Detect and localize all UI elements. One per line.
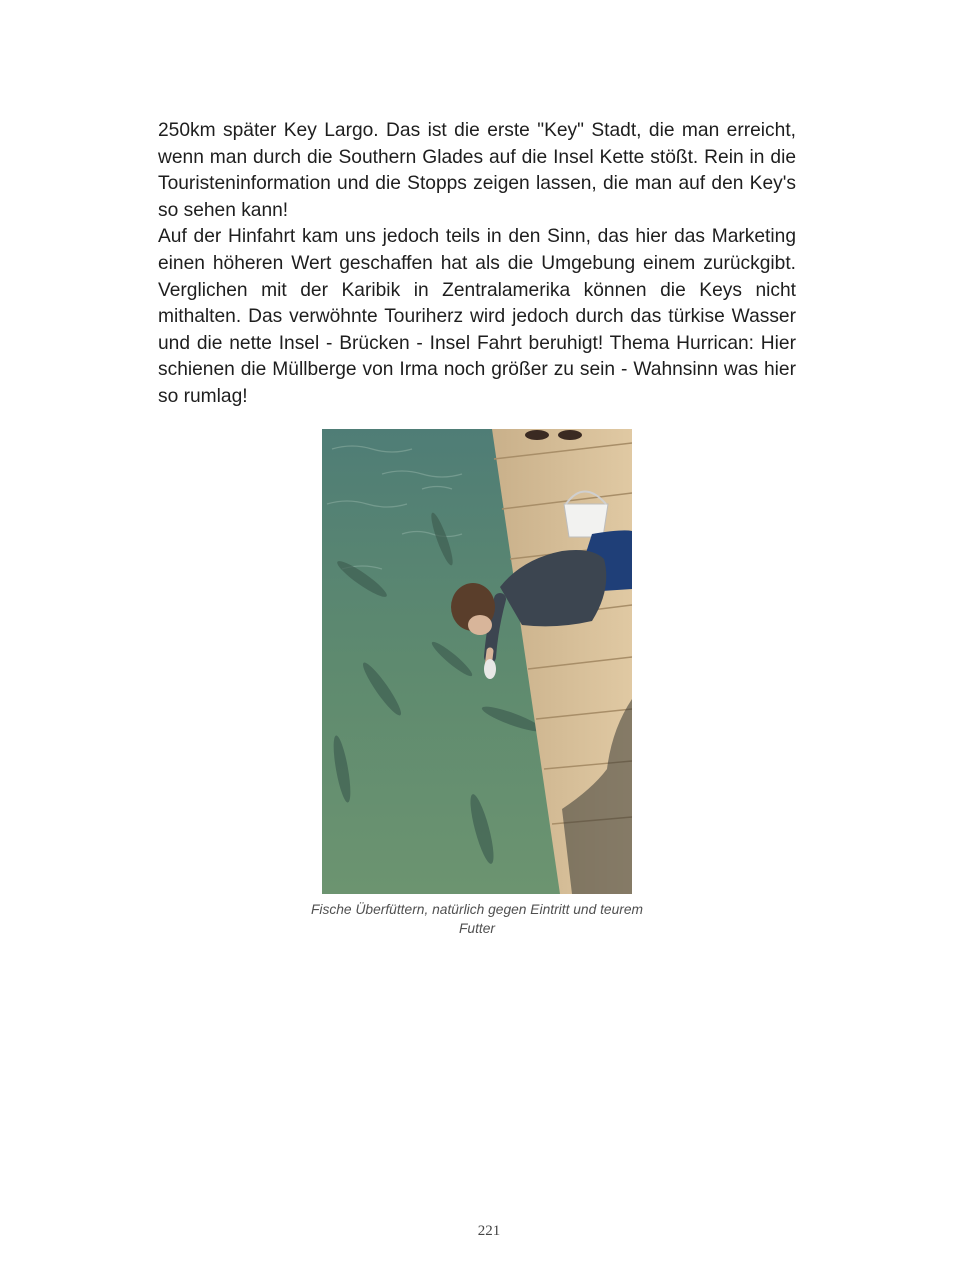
figure-caption: Fische Überfüttern, natürlich gegen Eintritt und teurem Futter bbox=[310, 902, 644, 936]
body-text bbox=[158, 118, 796, 411]
paragraph-2: Auf der Hinfahrt kam uns jedoch teils in den Sinn, das hier das Marketing einen höheren Wert geschaffen hat als die Umgebung einem zurückgibt. Verglichen mit der Karibik in Zentralamerika können die Keys nicht mithalten. Das verwöhnte Touriherz wird jedoch durch das türkise Wasser und die nette Insel - Brücken - Insel Fahrt beruhigt! Thema Hurrican: Hier schienen die Müllberge von Irma noch größer zu sein - Wahnsinn was hier so rumlag! bbox=[158, 226, 796, 407]
photo-fish-feeding bbox=[322, 429, 632, 894]
paragraph-1: 250km später Key Largo. Das ist die erste "Key" Stadt, die man erreicht, wenn man durch die Southern Glades auf die Insel Kette stößt. Rein in die Touristeninformation und die Stopps zeigen lassen, die man auf den Key's so sehen kann! bbox=[158, 120, 796, 221]
page-number: 221 bbox=[477, 1223, 501, 1239]
